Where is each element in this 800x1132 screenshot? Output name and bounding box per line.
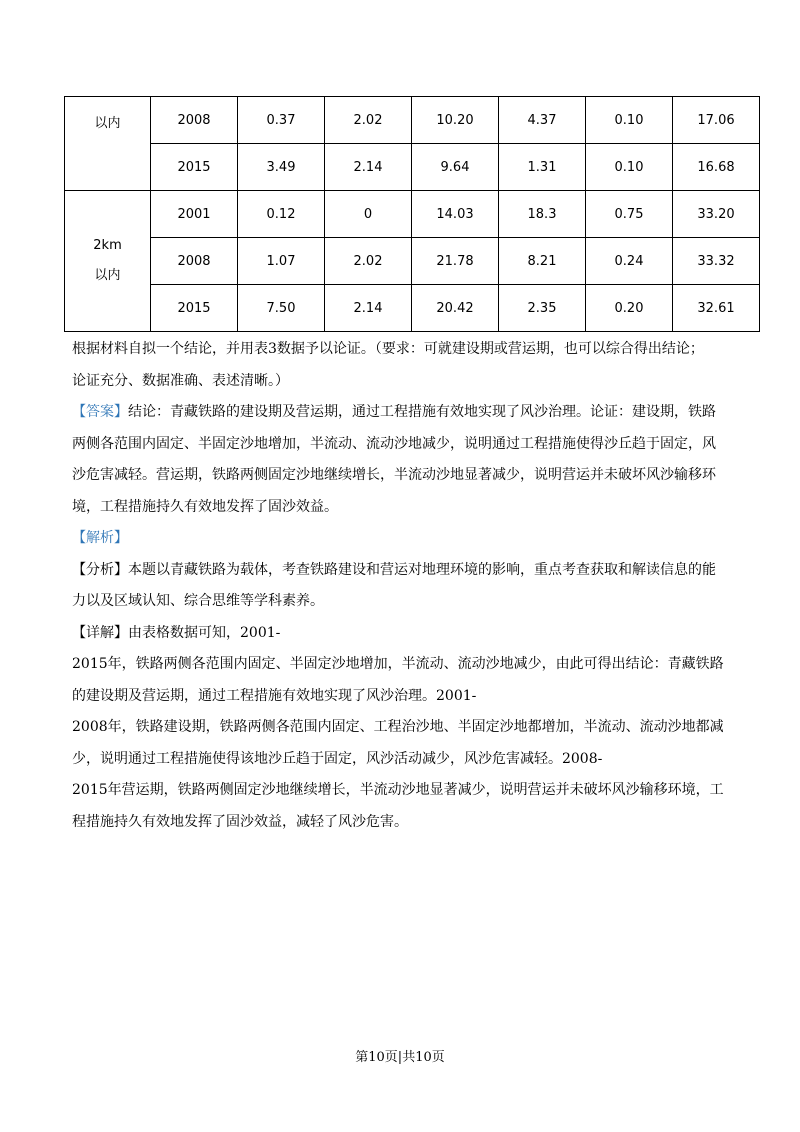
table-cell: 20.42 (412, 285, 499, 332)
table-cell: 32.61 (673, 285, 760, 332)
answer-text: 结论：青藏铁路的建设期及营运期，通过工程措施有效地实现了风沙治理。论证：建设期，铁路 (128, 404, 716, 420)
table-cell: 18.3 (499, 191, 586, 238)
answer-line: 沙危害减轻。营运期，铁路两侧固定沙地继续增长，半流动沙地显著减少，说明营运并未破坏风沙输移环 (72, 467, 716, 483)
range-label-cell (65, 97, 151, 191)
analysis-tag: 【分析】 (72, 561, 128, 578)
table-cell: 33.32 (673, 238, 760, 285)
answer-tag: 【答案】 (72, 404, 128, 420)
analysis-heading: 【解析】 (72, 530, 128, 546)
range-label-cell (65, 191, 151, 332)
table-row (65, 285, 760, 332)
detail-line: 2015年营运期，铁路两侧固定沙地继续增长，半流动沙地显著减少，说明营运并未破坏风沙输移环境，工 (72, 782, 724, 798)
analysis-line: 力以及区域认知、综合思维等学科素养。 (72, 593, 324, 609)
table-cell: 16.68 (673, 144, 760, 191)
question-line: 论证充分、数据准确、表述清晰。） (72, 372, 289, 389)
table-cell: 0 (325, 191, 412, 238)
table-cell: 1.31 (499, 144, 586, 191)
detail-line: 少，说明通过工程措施使得该地沙丘趋于固定，风沙活动减少，风沙危害减轻。2008- (72, 750, 603, 767)
table-cell: 4.37 (499, 97, 586, 144)
detail-line: 2008年，铁路建设期，铁路两侧各范围内固定、工程治沙地、半固定沙地都增加，半流动、流动沙地都减 (72, 719, 724, 735)
table-cell: 0.10 (586, 144, 673, 191)
table-cell: 14.03 (412, 191, 499, 238)
table-cell: 2.02 (325, 238, 412, 285)
table-cell: 0.20 (586, 285, 673, 332)
table-cell: 2.14 (325, 144, 412, 191)
answer-line: 境，工程措施持久有效地发挥了固沙效益。 (72, 498, 338, 515)
year-cell: 2008 (151, 97, 238, 144)
detail-line: 的建设期及营运期，通过工程措施有效地实现了风沙治理。2001- (72, 687, 477, 704)
table-cell: 0.10 (586, 97, 673, 144)
table-cell: 0.75 (586, 191, 673, 238)
table-cell: 10.20 (412, 97, 499, 144)
table-cell: 1.07 (238, 238, 325, 285)
analysis-text: 本题以青藏铁路为载体，考查铁路建设和营运对地理环境的影响，重点考查获取和解读信息的能 (128, 561, 716, 578)
detail-text: 由表格数据可知，2001- (128, 624, 281, 641)
table-cell: 2.14 (325, 285, 412, 332)
year-cell: 2001 (151, 191, 238, 238)
detail-line (72, 618, 732, 650)
detail-line: 2015年，铁路两侧各范围内固定、半固定沙地增加，半流动、流动沙地减少，由此可得出结论：青藏铁路 (72, 656, 724, 672)
table-row (65, 97, 760, 144)
answer-line (72, 397, 732, 429)
table-cell: 0.12 (238, 191, 325, 238)
table-cell: 2.02 (325, 97, 412, 144)
answer-line: 两侧各范围内固定、半固定沙地增加，半流动、流动沙地减少，说明通过工程措施使得沙丘趋于固定，风 (72, 435, 716, 452)
table-cell: 8.21 (499, 238, 586, 285)
year-cell: 2008 (151, 238, 238, 285)
analysis-line (72, 555, 732, 587)
table-cell: 0.24 (586, 238, 673, 285)
body-text (72, 334, 732, 838)
table-cell: 7.50 (238, 285, 325, 332)
detail-line: 程措施持久有效地发挥了固沙效益，减轻了风沙危害。 (72, 813, 408, 830)
table-cell: 2.35 (499, 285, 586, 332)
range-label: 以内 (94, 268, 121, 283)
table-row (65, 144, 760, 191)
table-row (65, 191, 760, 238)
table-cell: 21.78 (412, 238, 499, 285)
table-cell: 9.64 (412, 144, 499, 191)
table-cell: 17.06 (673, 97, 760, 144)
page-footer: 第10页|共10页 (355, 1050, 445, 1065)
table-cell: 3.49 (238, 144, 325, 191)
table-row (65, 238, 760, 285)
range-label: 2km (93, 238, 122, 253)
question-line: 根据材料自拟一个结论，并用表3数据予以论证。（要求：可就建设期或营运期，也可以综合得出结论； (72, 341, 704, 357)
table-cell: 33.20 (673, 191, 760, 238)
year-cell: 2015 (151, 144, 238, 191)
range-label: 以内 (94, 116, 121, 131)
data-table (64, 96, 760, 332)
table-cell: 0.37 (238, 97, 325, 144)
detail-tag: 【详解】 (72, 624, 128, 641)
year-cell: 2015 (151, 285, 238, 332)
